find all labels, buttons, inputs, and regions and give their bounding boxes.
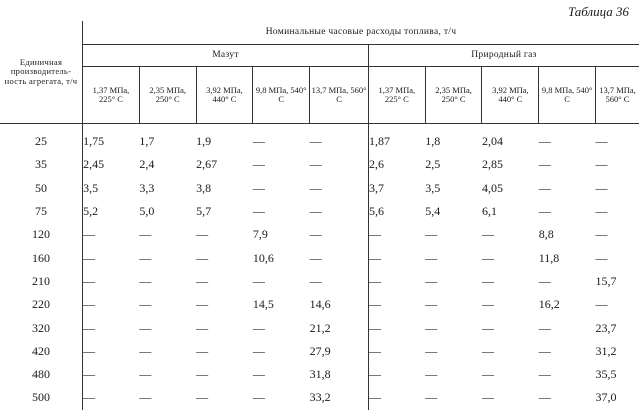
value-cell: — [481, 297, 494, 312]
value-cell: — [252, 273, 265, 288]
value-cell: — [595, 227, 608, 242]
value-cell: — [196, 390, 209, 405]
capacity-cell: 420 [0, 340, 83, 363]
value-cell: — [196, 320, 209, 335]
value-cell: 33,2 [310, 386, 369, 409]
value-cell: — [481, 390, 494, 405]
value-cell: — [368, 367, 381, 382]
value-cell: — [595, 250, 608, 265]
value-cell: 8,8 [538, 227, 554, 242]
value-cell: — [196, 273, 209, 288]
value-cell: — [368, 273, 381, 288]
value-cell: 1,8 [425, 134, 441, 149]
value-cell: — [368, 227, 381, 242]
value-cell: — [481, 367, 494, 382]
value-cell: — [368, 320, 381, 335]
value-cell: — [196, 297, 209, 312]
capacity-cell: 480 [0, 363, 83, 386]
value-cell: — [252, 204, 265, 219]
value-cell: 14,6 [310, 293, 369, 316]
value-cell: 1,87 [368, 134, 390, 149]
value-cell: — [538, 134, 551, 149]
value-cell: 5,0 [139, 204, 155, 219]
condition-header: 3,92 МПа, 440° С [196, 67, 253, 124]
value-cell: — [425, 367, 438, 382]
value-cell: 1,7 [139, 134, 155, 149]
capacity-cell: 75 [0, 200, 83, 223]
value-cell: 7,9 [252, 227, 268, 242]
value-cell: 2,67 [196, 157, 218, 172]
value-cell: — [252, 180, 265, 195]
table-row [0, 270, 639, 293]
value-cell: — [538, 390, 551, 405]
value-cell: — [139, 273, 152, 288]
table-row [0, 363, 639, 386]
value-cell: — [481, 273, 494, 288]
value-cell: — [196, 250, 209, 265]
capacity-cell: 320 [0, 316, 83, 339]
value-cell: 16,2 [538, 297, 560, 312]
table-row [0, 153, 639, 176]
table-row [0, 200, 639, 223]
condition-header: 2,35 МПа, 250° С [425, 67, 482, 124]
capacity-cell: 25 [0, 124, 83, 154]
value-cell: 3,5 [425, 180, 441, 195]
value-cell: — [196, 227, 209, 242]
value-cell: 35,5 [595, 367, 617, 382]
value-cell: — [595, 180, 608, 195]
table-row [0, 177, 639, 200]
value-cell: 3,5 [83, 180, 99, 195]
value-cell: — [538, 273, 551, 288]
value-cell: — [425, 227, 438, 242]
value-cell: — [368, 343, 381, 358]
value-cell: 11,8 [538, 250, 560, 265]
table-row [0, 223, 639, 246]
condition-header: 9,8 МПа, 540° С [253, 67, 310, 124]
condition-header: 13,7 МПа, 560° С [310, 67, 369, 124]
value-cell: — [252, 157, 265, 172]
value-cell: — [595, 297, 608, 312]
value-cell: — [83, 367, 96, 382]
value-cell: — [310, 200, 369, 223]
capacity-cell: 500 [0, 386, 83, 409]
value-cell: — [368, 390, 381, 405]
value-cell: — [196, 367, 209, 382]
table-body [0, 124, 639, 410]
value-cell: — [481, 227, 494, 242]
value-cell: — [83, 250, 96, 265]
value-cell: 2,5 [425, 157, 441, 172]
condition-header: 1,37 МПа, 225° С [368, 67, 425, 124]
value-cell: 1,9 [196, 134, 212, 149]
value-cell: 2,04 [481, 134, 503, 149]
fuel-oil-header: Мазут [83, 45, 369, 67]
condition-header: 3,92 МПа, 440° С [482, 67, 539, 124]
value-cell: — [538, 204, 551, 219]
value-cell: 14,5 [252, 297, 274, 312]
value-cell: 23,7 [595, 320, 617, 335]
capacity-cell: 120 [0, 223, 83, 246]
value-cell: — [425, 250, 438, 265]
value-cell: 5,6 [368, 204, 384, 219]
value-cell: — [310, 124, 369, 154]
value-cell: — [83, 320, 96, 335]
value-cell: 2,45 [83, 157, 105, 172]
value-cell: — [595, 134, 608, 149]
value-cell: — [252, 134, 265, 149]
value-cell: — [83, 390, 96, 405]
value-cell: — [538, 157, 551, 172]
value-cell: — [368, 297, 381, 312]
table-row [0, 386, 639, 409]
value-cell: — [310, 246, 369, 269]
capacity-cell: 160 [0, 246, 83, 269]
value-cell: 2,4 [139, 157, 155, 172]
value-cell: — [139, 250, 152, 265]
value-cell: — [139, 297, 152, 312]
value-cell: — [83, 297, 96, 312]
value-cell: 5,2 [83, 204, 99, 219]
table-number: Таблица 36 [567, 4, 629, 19]
value-cell: — [425, 343, 438, 358]
condition-header: 13,7 МПа, 560° С [596, 67, 639, 124]
capacity-cell: 50 [0, 177, 83, 200]
value-cell: — [425, 390, 438, 405]
table-row [0, 316, 639, 339]
value-cell: — [538, 180, 551, 195]
value-cell: — [425, 273, 438, 288]
value-cell: — [538, 343, 551, 358]
value-cell: — [252, 390, 265, 405]
value-cell: — [595, 157, 608, 172]
value-cell: — [481, 250, 494, 265]
value-cell: 15,7 [595, 273, 617, 288]
value-cell: — [83, 273, 96, 288]
value-cell: — [481, 343, 494, 358]
value-cell: — [310, 177, 369, 200]
value-cell: 31,8 [310, 363, 369, 386]
value-cell: 3,3 [139, 180, 155, 195]
steam-conditions-row [0, 67, 639, 124]
value-cell: 21,2 [310, 316, 369, 339]
value-cell: 5,7 [196, 204, 212, 219]
capacity-cell: 35 [0, 153, 83, 176]
value-cell: 5,4 [425, 204, 441, 219]
consumption-group-header: Номинальные часовые расходы топлива, т/ч [83, 21, 639, 45]
natural-gas-header: Природный газ [368, 45, 639, 67]
table-row [0, 293, 639, 316]
value-cell: — [139, 227, 152, 242]
value-cell: — [368, 250, 381, 265]
value-cell: — [139, 367, 152, 382]
capacity-cell: 210 [0, 270, 83, 293]
table-row [0, 246, 639, 269]
value-cell: 31,2 [595, 343, 617, 358]
condition-header: 1,37 МПа, 225° С [83, 67, 140, 124]
value-cell: 4,05 [481, 180, 503, 195]
value-cell: — [252, 320, 265, 335]
value-cell: — [310, 153, 369, 176]
value-cell: — [538, 367, 551, 382]
value-cell: — [595, 204, 608, 219]
value-cell: — [538, 320, 551, 335]
condition-header: 2,35 МПа, 250° С [139, 67, 196, 124]
value-cell: 27,9 [310, 340, 369, 363]
capacity-cell: 220 [0, 293, 83, 316]
value-cell: 1,75 [83, 134, 105, 149]
value-cell: — [252, 343, 265, 358]
value-cell: — [139, 320, 152, 335]
value-cell: — [310, 223, 369, 246]
value-cell: — [83, 227, 96, 242]
value-cell: 37,0 [595, 390, 617, 405]
capacity-column-header: Единичная производитель-ность агрегата, т/ч [0, 21, 83, 124]
value-cell: 10,6 [252, 250, 274, 265]
fuel-consumption-table [0, 21, 639, 410]
value-cell: 2,85 [481, 157, 503, 172]
value-cell: 3,7 [368, 180, 384, 195]
value-cell: 2,6 [368, 157, 384, 172]
value-cell: — [83, 343, 96, 358]
table-header [0, 21, 639, 124]
value-cell: — [481, 320, 494, 335]
value-cell: — [139, 343, 152, 358]
value-cell: — [425, 320, 438, 335]
value-cell: — [139, 390, 152, 405]
value-cell: 6,1 [481, 204, 497, 219]
condition-header: 9,8 МПа, 540° С [539, 67, 596, 124]
table-row [0, 340, 639, 363]
value-cell: — [252, 367, 265, 382]
value-cell: — [425, 297, 438, 312]
table-row [0, 124, 639, 154]
value-cell: — [310, 270, 369, 293]
value-cell: 3,8 [196, 180, 212, 195]
value-cell: — [196, 343, 209, 358]
